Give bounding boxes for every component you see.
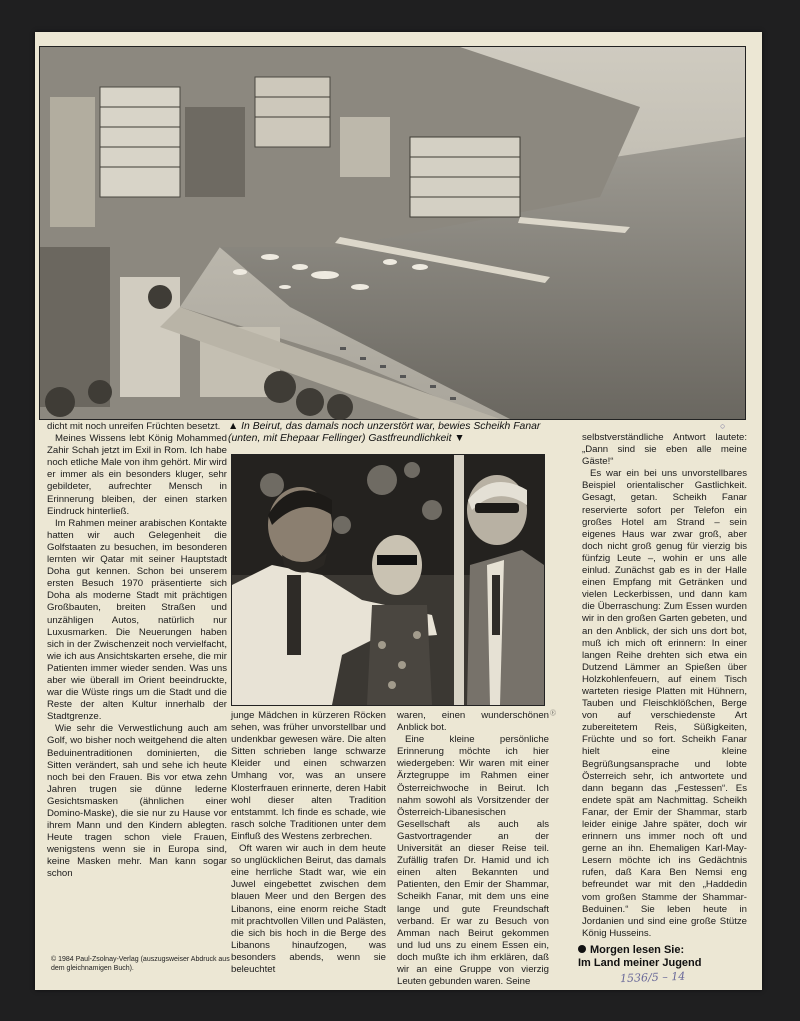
caption-line-1: ▲ In Beirut, das damals noch unzerstört war, bewies Scheikh Fanar [228,421,541,432]
caption-line-2: (unten, mit Ehepaar Fellinger) Gastfreundlichkeit ▼ [228,433,465,445]
paragraph: selbstverständliche Antwort lautete: „Dann sind sie eben alle meine Gäste!“ [582,432,747,468]
newspaper-clipping [35,32,762,990]
fellinger-sheikh-photo [231,454,545,706]
paragraph: waren, einen wunderschönen Anblick bot. [397,710,549,734]
paragraph: Wie sehr die Verwestlichung auch am Golf, wo bisher noch weitgehend die alten Beduinentraditionen dominierten, die Sitten verändert, sah und sehe ich heute noch bei den Frauen. Bis vor etwa zehn Jahren trugen sie dünne lederne Gesichtsmasken (ähnlichen einer Domino-Maske), die sie nur zu Hause vor ihrem Mann und den Kindern ablegten. Heute tragen schon viele Frauen, wenigstens wenn sie in Europa sind, keine Masken mehr. Man kann sogar schon [47,723,227,880]
teaser-line-2: Im Land meiner Jugend [578,956,702,969]
paragraph: Im Rahmen meiner arabischen Kontakte hatten wir auch Gelegenheit die Golfstaaten zu besuchen, im besonderen lernten wir Qatar mit seiner Hauptstadt Doha gut kennen. Schon bei unserem ersten Besuch 1970 präsentierte sich Doha als moderne Stadt mit prächtigen Großbauten, breiten Straßen und unzähligen Autos, natürlich nur Luxusmarken. Die Neuerungen haben sich in der Zwischenzeit noch vervielfacht, wie ich aus Ansichtskarten ersehe, die mir Patienten immer wieder senden. Was uns aber wie überall im Orient beeindruckte, war die Wüste rings um die Stadt und die Reste der alten Kultur innerhalb der Stadtgrenze. [47,517,227,723]
paragraph: junge Mädchen in kürzeren Röcken sehen, was früher unvorstellbar und undenkbar gewesen wäre. Die alten Sitten schrieben lange schwarze Kleider und einen schwarzen Umhang vor, was an unsere Klosterfrauen erinnerte, deren Habit wohl dieser alten Tradition entstammt. Ich finde es schade, wie rasch solche Traditionen unter dem Einfluß des Westens zerbrechen. [231,710,386,842]
text-column-4 [582,432,747,940]
paragraph: dicht mit noch unreifen Früchten besetzt. [47,421,221,432]
paragraph: Meines Wissens lebt König Mohammed Zahir Schah jetzt im Exil in Rom. Ich habe noch etliche Male von ihm gehört. Mir wird er immer als ein besonders kluger, sehr gebildeter, aufrechter Mensch in Erinnerung bleiben, der einen starken Eindruck hinterließ. [47,433,227,517]
beirut-harbour-photo [39,46,746,420]
next-issue-teaser [578,944,748,969]
copyright-note: © 1984 Paul-Zsolnay-Verlag (auszugsweiser Abdruck aus dem gleichnamigen Buch). [51,956,230,972]
teaser-line-1: Morgen lesen Sie: [578,944,748,957]
paragraph: Eine kleine persönliche Erinnerung möchte ich hier wiedergeben: Wir waren mit einer Ärztegruppe im Rahmen einer Österreichwoche in Beirut. Ich nahm sowohl als Vorsitzender der Österreich-Libanesischen Gesellschaft als auch als Gastvortragender an der Universität an dieser Reise teil. Zufällig trafen Dr. Hamid und ich einen alten Bekannten und Patienten, den Emir der Shammar, Scheikh Fanar, mit dem uns eine lange und gute Freundschaft verband. Er war zu Besuch von Amman nach Beirut gekommen und lud uns zu einem Essen ein, doch mußte ich ihm erklären, daß wir an eine Gruppe von vierzig Leuten gebunden waren. Seine [397,734,549,988]
bullet-icon [578,945,586,953]
photo-credit: Ⓔ [550,711,557,717]
paragraph: Oft waren wir auch in dem heute so unglücklichen Beirut, das damals eine herrliche Stadt war, wie ein Juwel eingebettet zwischen dem blauen Meer und den Bergen des Libanons, eine enorm reiche Stadt mit prachtvollen Villen und Palästen, die sich bis hoch in die Berge des Libanons hinaufzogen, was besonders abends, wenn sie beleuchtet [231,843,386,975]
photo-caption [228,421,568,446]
text-column-3 [397,710,549,988]
handwritten-mark: ○ [720,421,726,431]
handwritten-archive-number: 1536/5 – 14 [619,969,686,986]
text-column-1 [47,421,227,953]
paragraph: Es war ein bei uns unvorstellbares Beispiel orientalischer Gastlichkeit. Gesagt, getan. Scheikh Fanar reservierte sofort per Telefon ein großes Hotel am Strand – sein eigenes Haus war zwar groß, aber doch nicht groß genug für vierzig bis fünfzig Leute –, wohin er uns alle einlud. Zunächst gab es in der Halle einen Empfang mit Getränken und vielen Leckerbissen, und dann kam die Überraschung: Zum Essen wurden wir in den großen Garten gebeten, und an den Anblick, der sich uns dort bot, muß ich mich oft erinnern: In einer langen Reihe drehten sich etwa ein Dutzend Lämmer an Spießen über Holzkohlenfeuern, auf einem Tisch warteten riesige Platten mit Hühnern, Tauben und Fleischklößchen, Berge von auf verschiedenste Art zubereitetem Reis, Süßigkeiten, Früchte und so fort. Scheikh Fanar hielt eine kleine Begrüßungsansprache und lobte Österreich sehr, ich antwortete und dann begann das „Festessen“. Es endete spät am Nachmittag. Scheikh Fanar, der Emir der Shammar, starb leider einige Jahre später, doch wir erinnern uns immer noch oft und gerne an ihn. Ehemaligen Karl-May-Lesern möchte ich ins Gedächtnis rufen, daß Kara Ben Nemsi eng befreundet war mit den „Haddedin vom großen Stamme der Shammar-Beduinen.“ Sie leben heute in Jordanien und sind eine große Stütze König Husseins. [582,468,747,939]
text-column-2 [231,710,386,975]
